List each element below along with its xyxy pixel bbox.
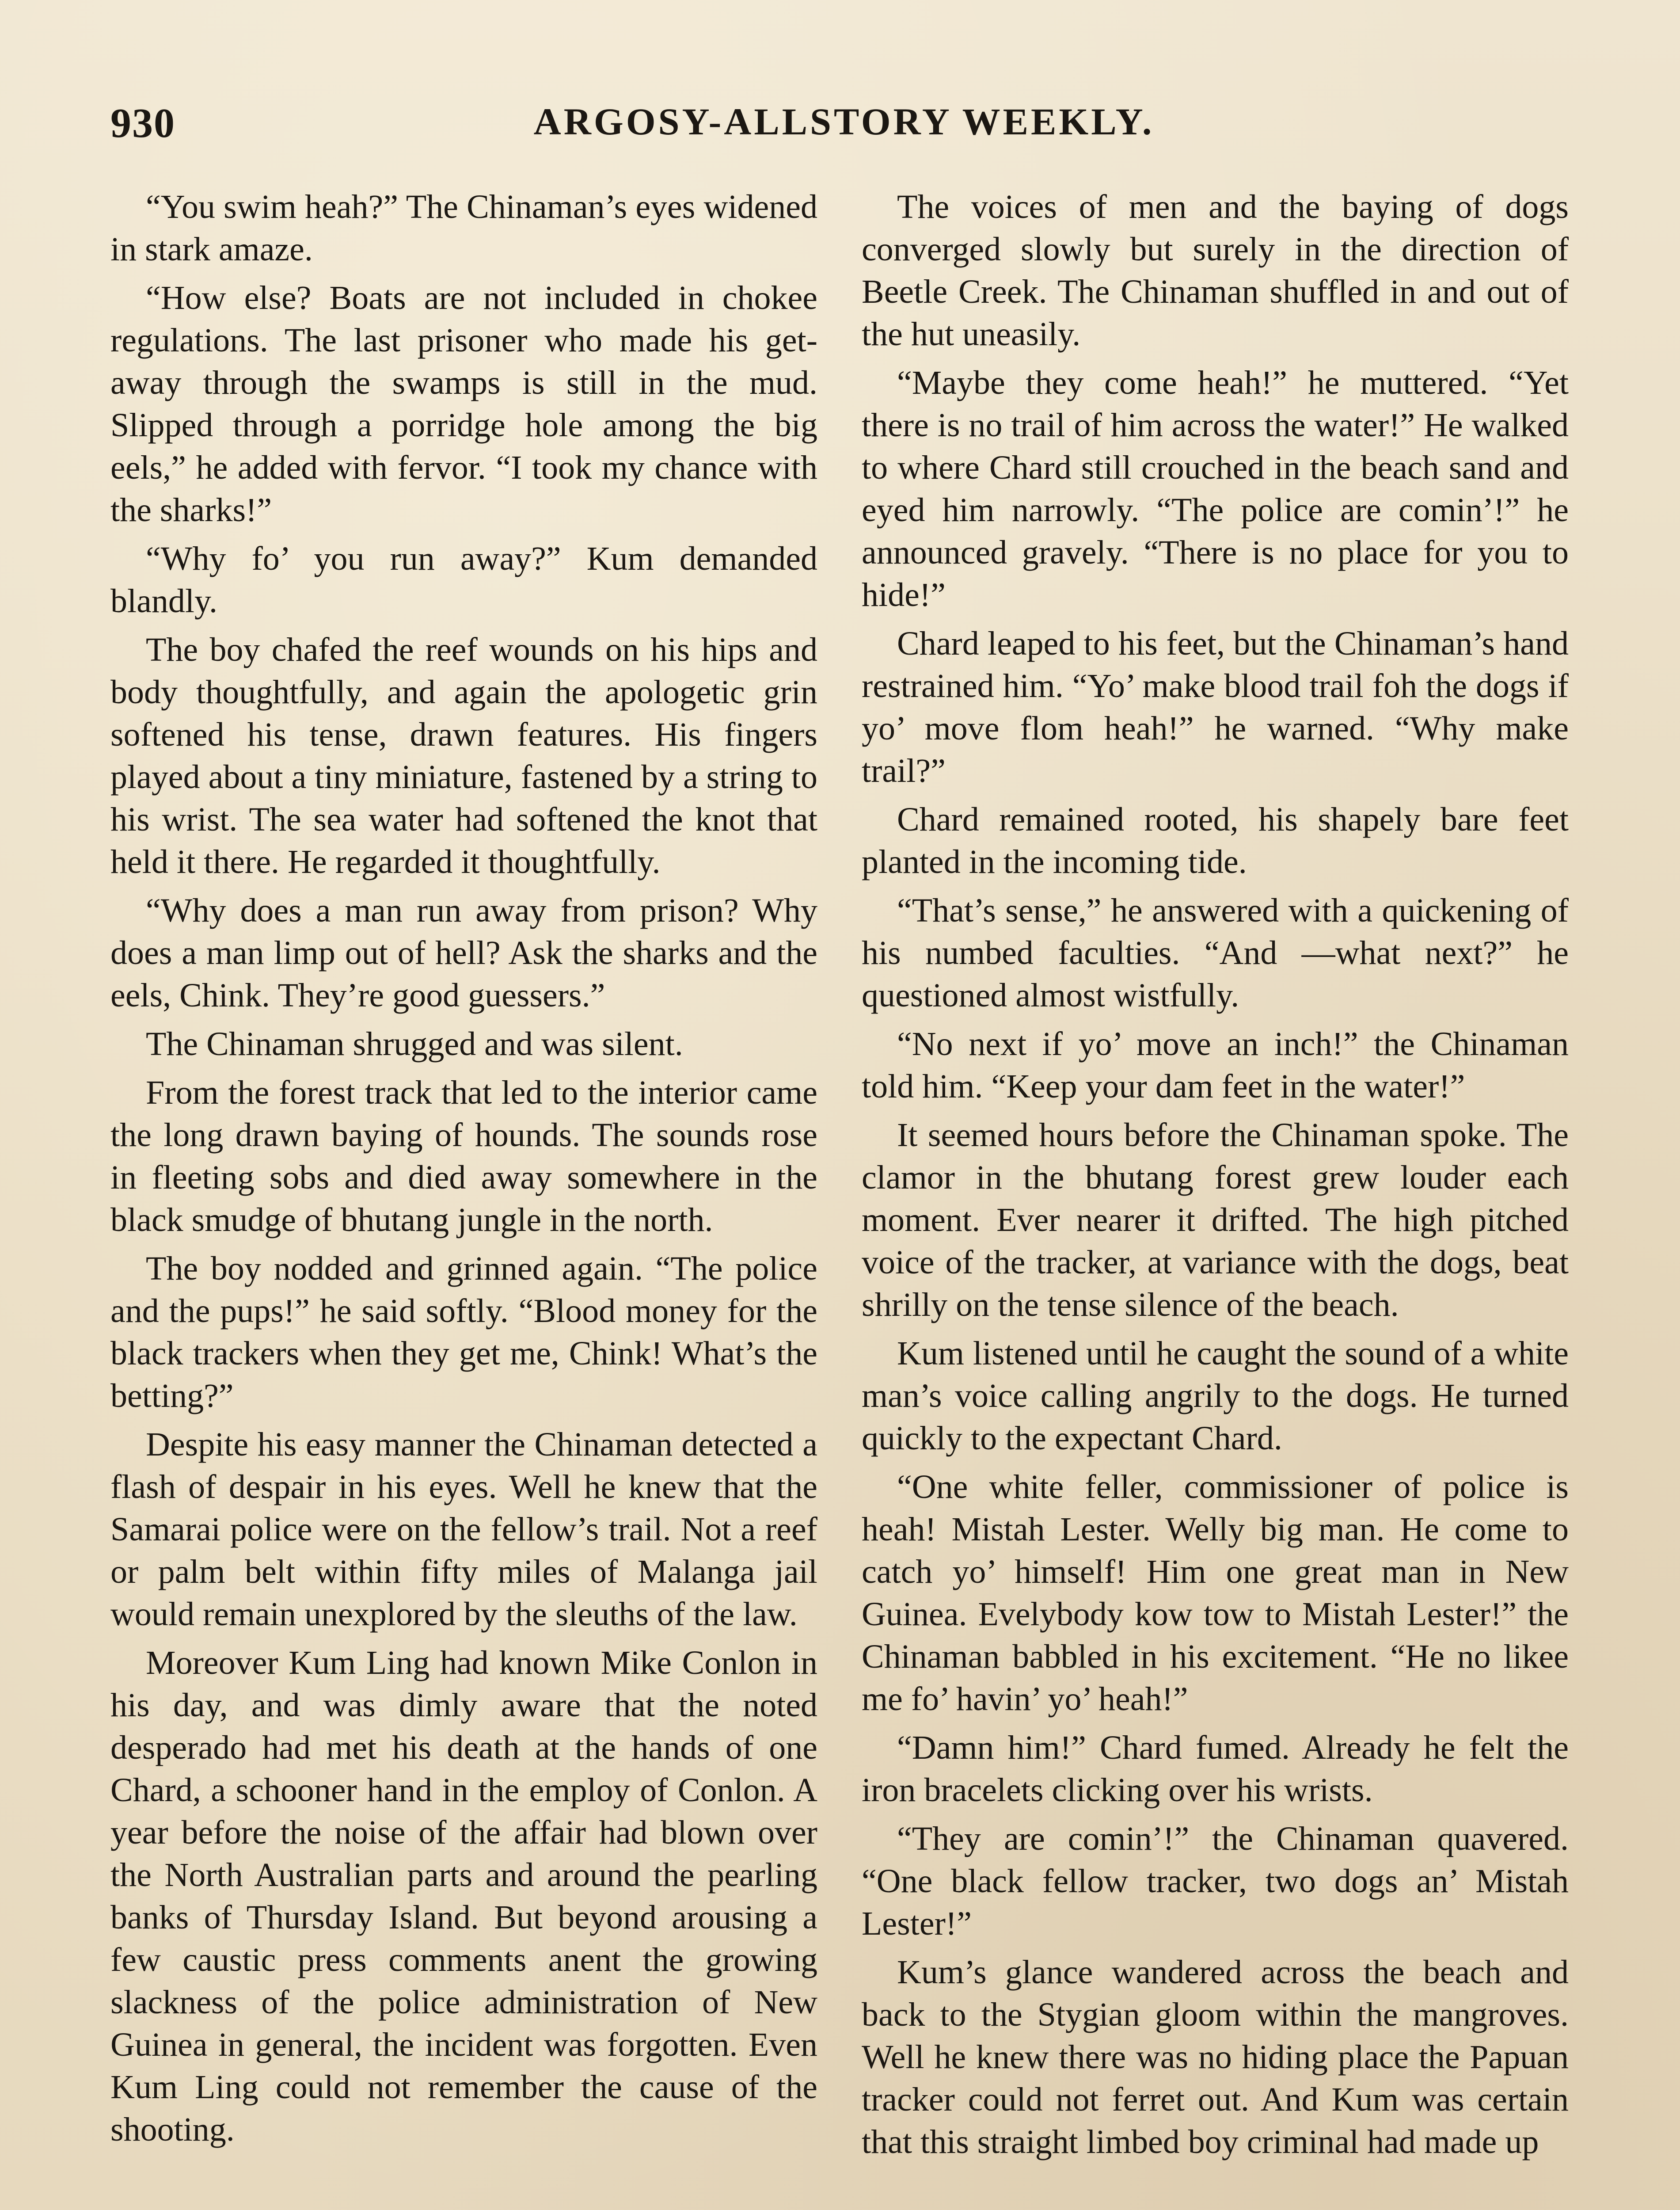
paragraph: The boy nodded and grinned again. “The police and the pups!” he said softly. “Blood money for the black trackers when they get me, Chink! What’s the betting?”: [110, 1250, 817, 1414]
paragraph: The voices of men and the baying of dogs converged slowly but surely in the direction of Beetle Creek. The Chinaman shuffled in and out of the hut uneasily.: [862, 188, 1569, 353]
paragraph: “That’s sense,” he answered with a quickening of his numbed faculties. “And —what next?” he questioned almost wistfully.: [862, 892, 1569, 1014]
paragraph: “You swim heah?” The Chinaman’s eyes widened in stark amaze.: [110, 188, 817, 268]
paragraph: The Chinaman shrugged and was silent.: [146, 1025, 683, 1063]
running-title: ARGOSY-ALLSTORY WEEKLY.: [533, 100, 1155, 143]
paragraph: From the forest track that led to the interior came the long drawn baying of hounds. The sounds rose in fleeting sobs and died away somewhere in the black smudge of bhutang jungle in the north.: [110, 1074, 817, 1238]
paragraph: Despite his easy manner the Chinaman detected a flash of despair in his eyes. Well he knew that the Samarai police were on the fellow’s trail. Not a reef or palm belt within fifty miles of Malanga jail would remain unexplored by the sleuths of the law.: [110, 1426, 817, 1633]
paragraph: It seemed hours before the Chinaman spoke. The clamor in the bhutang forest grew louder each moment. Ever nearer it drifted. The high pitched voice of the tracker, at variance with the dogs, beat shrilly on the tense silence of the beach.: [862, 1116, 1569, 1323]
right-column: [862, 186, 1569, 2169]
paragraph: “How else? Boats are not included in chokee regulations. The last prisoner who made his get-away through the swamps is still in the mud. Slipped through a porridge hole among the big eels,” he added with fervor. “I took my chance with the sharks!”: [110, 279, 817, 529]
paragraph: Moreover Kum Ling had known Mike Conlon in his day, and was dimly aware that the noted desperado had met his death at the hands of one Chard, a schooner hand in the employ of Conlon. A year before the noise of the affair had blown over the North Australian parts and around the pearling banks of Thursday Island. But beyond arousing a few caustic press comments anent the growing slackness of the police administration of New Guinea in general, the incident was forgotten. Even Kum Ling could not remember the cause of the shooting.: [110, 1644, 817, 2148]
paragraph: Kum’s glance wandered across the beach and back to the Stygian gloom within the mangroves. Well he knew there was no hiding place the Papuan tracker could not ferret out. And Kum was certain that this straight limbed boy criminal had made up: [862, 1954, 1569, 2160]
page-header: [110, 99, 1577, 152]
paragraph: Chard leaped to his feet, but the Chinaman’s hand restrained him. “Yo’ make blood trail foh the dogs if yo’ move flom heah!” he warned. “Why make trail?”: [862, 625, 1569, 789]
paragraph: “They are comin’!” the Chinaman quavered. “One black fellow tracker, two dogs an’ Mistah Lester!”: [862, 1820, 1569, 1942]
paragraph: “Why fo’ you run away?” Kum demanded blandly.: [110, 540, 817, 620]
paragraph: “Maybe they come heah!” he muttered. “Yet there is no trail of him across the water!” He walked to where Chard still crouched in the beach sand and eyed him narrowly. “The police are comin’!” he announced gravely. “There is no place for you to hide!”: [862, 364, 1569, 613]
paragraph: “Why does a man run away from prison? Why does a man limp out of hell? Ask the sharks and the eels, Chink. They’re good guessers.”: [110, 892, 817, 1014]
paragraph: “One white feller, commissioner of police is heah! Mistah Lester. Welly big man. He come to catch yo’ himself! Him one great man in New Guinea. Evelybody kow tow to Mistah Lester!” the Chinaman babbled in his excitement. “He no likee me fo’ havin’ yo’ heah!”: [862, 1468, 1569, 1718]
page-number: 930: [110, 100, 175, 146]
paragraph: “Damn him!” Chard fumed. Already he felt the iron bracelets clicking over his wrists.: [862, 1729, 1569, 1809]
paragraph: “No next if yo’ move an inch!” the Chinaman told him. “Keep your dam feet in the water!”: [862, 1025, 1569, 1105]
left-column: [110, 186, 817, 2157]
paragraph: Kum listened until he caught the sound of a white man’s voice calling angrily to the dogs. He turned quickly to the expectant Chard.: [862, 1335, 1569, 1457]
paragraph: The boy chafed the reef wounds on his hips and body thoughtfully, and again the apologetic grin softened his tense, drawn features. His fingers played about a tiny miniature, fastened by a string to his wrist. The sea water had softened the knot that held it there. He regarded it thoughtfully.: [110, 631, 817, 880]
paragraph: Chard remained rooted, his shapely bare feet planted in the incoming tide.: [862, 801, 1569, 880]
